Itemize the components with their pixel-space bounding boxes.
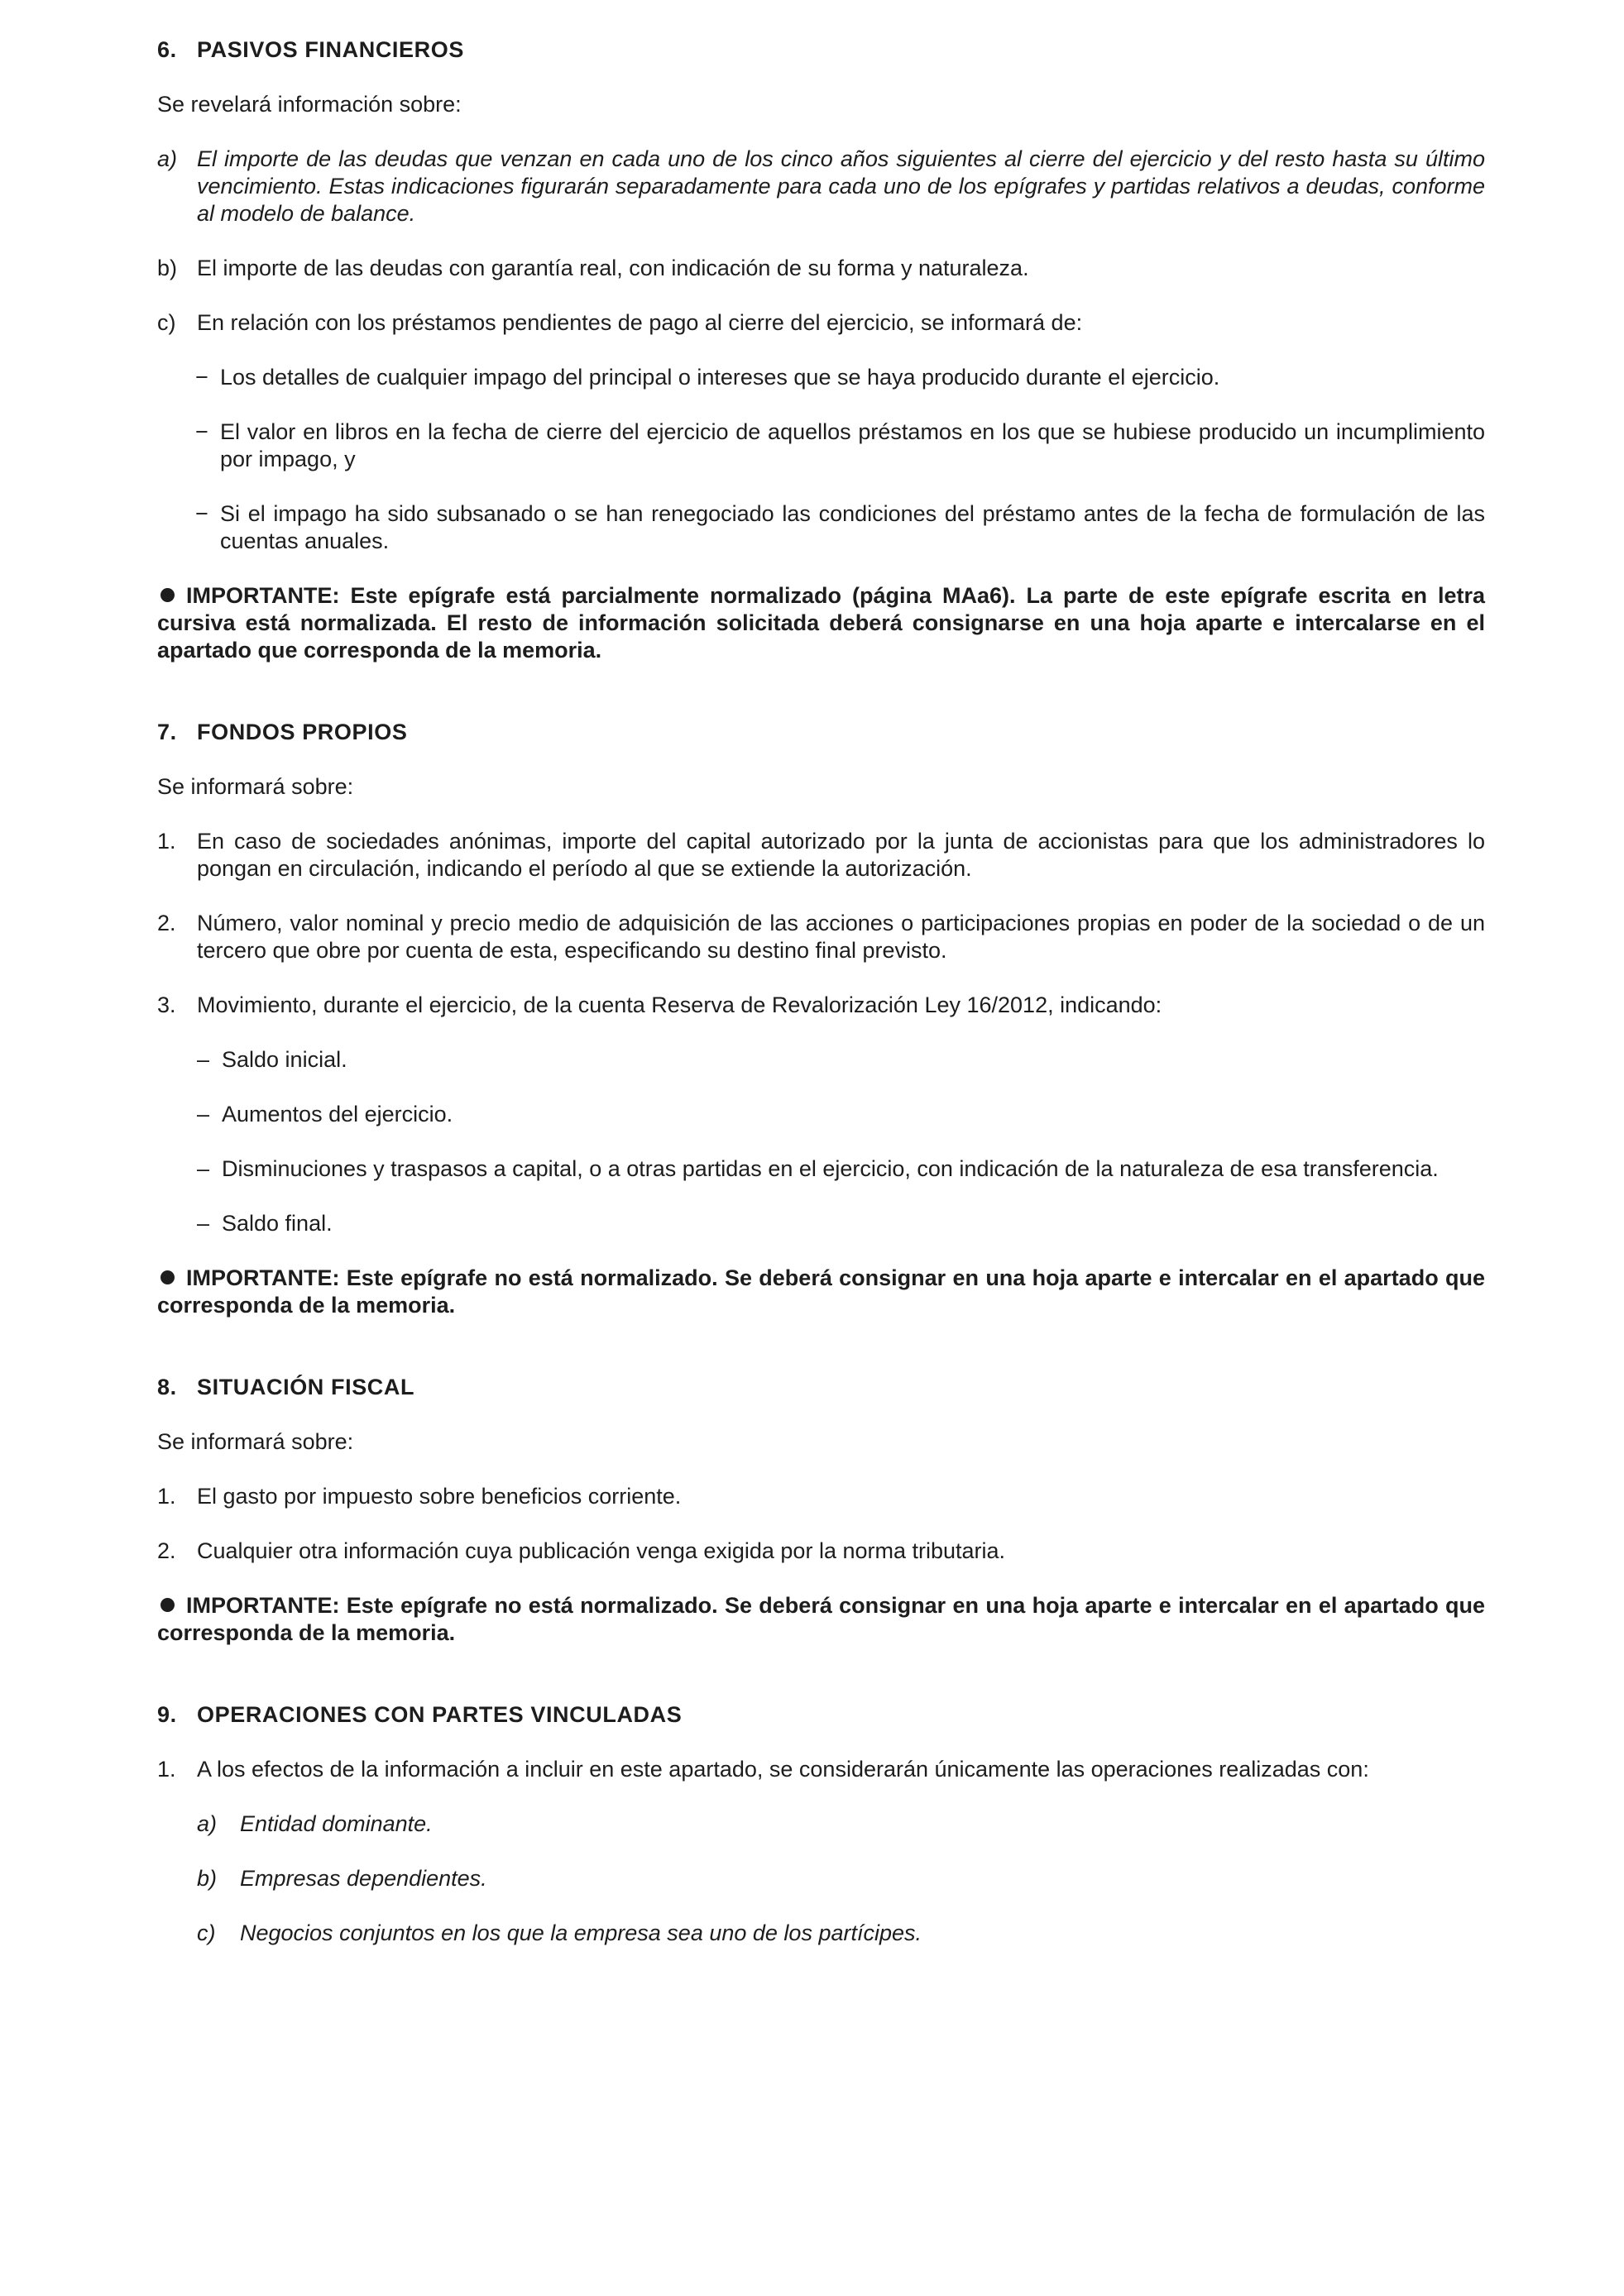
section-heading: 8. SITUACIÓN FISCAL [157, 1375, 415, 1399]
list-item: 3. Movimiento, durante el ejercicio, de la cuenta Reserva de Revalorización Ley 16/2012, indicando: [157, 993, 1162, 1017]
section-intro: Se revelará información sobre: [157, 92, 462, 117]
list-item: c) En relación con los préstamos pendientes de pago al cierre del ejercicio, se informará de: [157, 310, 1083, 335]
sub-list-item: – Saldo final. [197, 1211, 333, 1236]
sub-list-item: – Saldo inicial. [197, 1047, 347, 1072]
section-heading: 7. FONDOS PROPIOS [157, 720, 408, 744]
sub-list-item: − Los detalles de cualquier impago del principal o intereses que se haya producido durante el ejercicio. [195, 365, 1220, 390]
section-title: SITUACIÓN FISCAL [197, 1375, 415, 1399]
section-pasivos-financieros [157, 36, 1485, 664]
sub-list-item: − El valor en libros en la fecha de cierre del ejercicio de aquellos préstamos en los que se hubiese producido un incumplimiento por impago, y [195, 419, 1485, 471]
section-title: FONDOS PROPIOS [197, 720, 408, 744]
list-item: 1. A los efectos de la información a incluir en este apartado, se considerarán únicamente las operaciones realizadas con: [157, 1757, 1369, 1782]
bullet-dot-icon [160, 588, 175, 602]
section-fondos-propios [157, 719, 1485, 1319]
document-page [157, 36, 1485, 1947]
section-heading: 9. OPERACIONES CON PARTES VINCULADAS [157, 1702, 683, 1727]
section-operaciones-partes-vinculadas [157, 1701, 1485, 1947]
important-note: IMPORTANTE: Este epígrafe no está normalizado. Se deberá consignar en una hoja aparte e intercalar en el apartado que corresponda de la memoria. [157, 1265, 1485, 1318]
section-situacion-fiscal [157, 1374, 1485, 1647]
sub-list-item: b) Empresas dependientes. [197, 1866, 487, 1891]
list-item: 2. Número, valor nominal y precio medio de adquisición de las acciones o participaciones propias en poder de la sociedad o de un tercero que obre por cuenta de esta, especificando su destino final previsto. [157, 911, 1485, 963]
section-intro: Se informará sobre: [157, 774, 354, 799]
important-note: IMPORTANTE: Este epígrafe no está normalizado. Se deberá consignar en una hoja aparte e intercalar en el apartado que corresponda de la memoria. [157, 1593, 1485, 1645]
list-item: 1. El gasto por impuesto sobre beneficios corriente. [157, 1484, 682, 1509]
bullet-dot-icon [160, 1270, 175, 1284]
section-title: PASIVOS FINANCIEROS [197, 37, 464, 62]
section-heading: 6. PASIVOS FINANCIEROS [157, 37, 464, 62]
sub-list-item: c) Negocios conjuntos en los que la empresa sea uno de los partícipes. [197, 1921, 922, 1945]
sub-list-item: − Si el impago ha sido subsanado o se han renegociado las condiciones del préstamo antes de la fecha de formulación de las cuentas anuales. [195, 501, 1485, 553]
list-item: 1. En caso de sociedades anónimas, importe del capital autorizado por la junta de accionistas para que los administradores lo pongan en circulación, indicando el período al que se extiende la autorización. [157, 829, 1485, 881]
sub-list-item: – Disminuciones y traspasos a capital, o a otras partidas en el ejercicio, con indicación de la naturaleza de esa transferencia. [197, 1156, 1439, 1181]
list-item: a) El importe de las deudas que venzan en cada uno de los cinco años siguientes al cierre del ejercicio y del resto hasta su último vencimiento. Estas indicaciones figurarán separadamente para cada uno de los epígrafes y partidas relativos a deudas, conforme al modelo de balance. [157, 146, 1485, 226]
sub-list-item: a) Entidad dominante. [197, 1811, 433, 1836]
section-intro: Se informará sobre: [157, 1429, 354, 1454]
list-item: b) El importe de las deudas con garantía real, con indicación de su forma y naturaleza. [157, 256, 1029, 280]
bullet-dot-icon [160, 1598, 175, 1612]
section-title: OPERACIONES CON PARTES VINCULADAS [197, 1702, 683, 1727]
sub-list-item: – Aumentos del ejercicio. [197, 1102, 453, 1126]
important-note: IMPORTANTE: Este epígrafe está parcialmente normalizado (página MAa6). La parte de este epígrafe escrita en letra cursiva está normalizada. El resto de información solicitada deberá consignarse en una hoja aparte e intercalarse en el apartado que corresponda de la memoria. [157, 583, 1485, 662]
list-item: 2. Cualquier otra información cuya publicación venga exigida por la norma tributaria. [157, 1538, 1006, 1563]
